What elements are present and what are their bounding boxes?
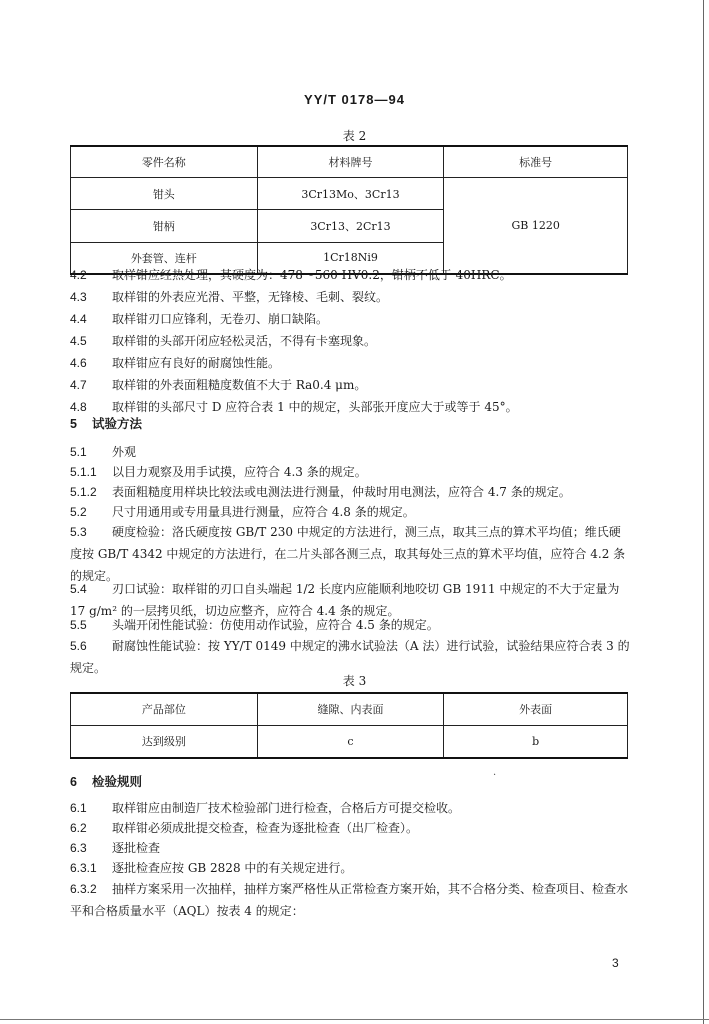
clause-4-6 xyxy=(70,352,630,374)
clause-5-2 xyxy=(70,501,630,523)
table2-cell-part: 钳头 xyxy=(71,178,258,210)
table2-cell-standard: GB 1220 xyxy=(444,178,628,274)
clause-6-3-2 xyxy=(70,878,630,922)
scan-speck: · xyxy=(493,770,497,781)
clause-text: 硬度检验：洛氏硬度按 GB/T 230 中规定的方法进行，测三点，取其三点的算术平均值；维氏硬度按 GB/T 4342 中规定的方法进行，在二片头部各测三点，取其每处三点的算术平均值，应符合 4.2 条的规定。 xyxy=(70,525,626,583)
clause-text: 取样钳的头部开闭应轻松灵活，不得有卡塞现象。 xyxy=(112,334,377,348)
clause-6-3 xyxy=(70,837,630,859)
clause-number: 4.3 xyxy=(70,290,87,304)
clause-number: 5.5 xyxy=(70,618,87,632)
clause-number: 6.1 xyxy=(70,801,87,815)
clause-text: 取样钳应由制造厂技术检验部门进行检查，合格后方可提交检收。 xyxy=(112,801,461,815)
clause-4-5 xyxy=(70,330,630,352)
clause-text: 刃口试验：取样钳的刃口自头端起 1/2 长度内应能顺利地咬切 GB 1911 中规定的不大于定量为 17 g/m² 的一层拷贝纸，切边应整齐，应符合 4.4 条的规定。 xyxy=(70,582,620,618)
clause-6-3-1 xyxy=(70,857,630,879)
table3-cell-label: 达到级别 xyxy=(71,725,258,758)
table2-cell-material: 3Cr13、2Cr13 xyxy=(257,210,444,243)
clause-4-8 xyxy=(70,396,630,418)
clause-number: 5.6 xyxy=(70,639,87,653)
table3-header-outer: 外表面 xyxy=(444,693,628,725)
table2-cell-part: 钳柄 xyxy=(71,210,258,243)
clause-5-1-2 xyxy=(70,481,630,503)
clause-text: 尺寸用通用或专用量具进行测量，应符合 4.8 条的规定。 xyxy=(112,505,415,519)
section-number: 5 xyxy=(70,417,77,431)
table3-header-inner: 缝隙、内表面 xyxy=(257,693,444,725)
clause-5-1-1 xyxy=(70,461,630,483)
section-number: 6 xyxy=(70,775,77,789)
clause-6-2 xyxy=(70,817,630,839)
page-number: 3 xyxy=(612,956,619,970)
clause-number: 4.2 xyxy=(70,268,87,282)
clause-number: 5.1 xyxy=(70,445,87,459)
clause-text: 取样钳应经热处理，其硬度为：478～560 HV0.2，钳柄不低于 40HRC。 xyxy=(112,268,512,282)
section-6-heading xyxy=(70,772,142,790)
table2-header-standard: 标准号 xyxy=(444,146,628,178)
clause-4-7 xyxy=(70,374,630,396)
clause-4-3 xyxy=(70,286,630,308)
clause-number: 4.4 xyxy=(70,312,87,326)
table3-cell-inner: c xyxy=(257,725,444,758)
clause-4-2 xyxy=(70,264,630,286)
scan-bottom-line xyxy=(0,1019,709,1020)
clause-5-5 xyxy=(70,614,630,636)
clause-text: 取样钳的头部尺寸 D 应符合表 1 中的规定，头部张开度应大于或等于 45°。 xyxy=(112,400,518,414)
clause-number: 4.8 xyxy=(70,400,87,414)
table2-header-material: 材料牌号 xyxy=(257,146,444,178)
clause-text: 头端开闭性能试验：仿使用动作试验，应符合 4.5 条的规定。 xyxy=(112,618,439,632)
clause-number: 5.2 xyxy=(70,505,87,519)
clause-5-1 xyxy=(70,441,630,463)
clause-text: 逐批检查 xyxy=(112,841,161,855)
table3-caption: 表 3 xyxy=(342,674,367,688)
clause-6-1 xyxy=(70,797,630,819)
table3-header-part: 产品部位 xyxy=(71,693,258,725)
table3 xyxy=(70,692,628,759)
clause-number: 5.3 xyxy=(70,525,87,539)
clause-number: 4.6 xyxy=(70,356,87,370)
clause-text: 外观 xyxy=(112,445,137,459)
section-title: 检验规则 xyxy=(92,774,143,789)
clause-number: 6.3.2 xyxy=(70,882,97,896)
clause-number: 6.3 xyxy=(70,841,87,855)
clause-text: 以目力观察及用手试摸，应符合 4.3 条的规定。 xyxy=(112,465,367,479)
clause-number: 5.1.2 xyxy=(70,485,97,499)
table2-header-part: 零件名称 xyxy=(71,146,258,178)
clause-number: 6.3.1 xyxy=(70,861,97,875)
clause-number: 6.2 xyxy=(70,821,87,835)
clause-text: 取样钳刃口应锋利，无卷刃、崩口缺陷。 xyxy=(112,312,329,326)
section-title: 试验方法 xyxy=(92,416,143,431)
table2 xyxy=(70,145,628,275)
clause-text: 表面粗糙度用样块比较法或电测法进行测量，仲裁时用电测法，应符合 4.7 条的规定。 xyxy=(112,485,571,499)
section-5-heading xyxy=(70,414,142,432)
clause-4-4 xyxy=(70,308,630,330)
table2-caption: 表 2 xyxy=(342,129,367,143)
clause-text: 抽样方案采用一次抽样，抽样方案严格性从正常检查方案开始，其不合格分类、检查项目、检查水平和合格质量水平（AQL）按表 4 的规定： xyxy=(70,882,629,918)
table2-cell-material: 1Cr18Ni9 xyxy=(257,243,444,274)
clause-number: 4.5 xyxy=(70,334,87,348)
page-header: YY/T 0178—94 xyxy=(304,92,405,107)
clause-text: 耐腐蚀性能试验：按 YY/T 0149 中规定的沸水试验法（A 法）进行试验，试验结果应符合表 3 的规定。 xyxy=(70,639,630,675)
scan-edge-line xyxy=(703,0,704,1024)
clause-text: 取样钳应有良好的耐腐蚀性能。 xyxy=(112,356,281,370)
table2-cell-material: 3Cr13Mo、3Cr13 xyxy=(257,178,444,210)
clause-text: 逐批检查应按 GB 2828 中的有关规定进行。 xyxy=(112,861,353,875)
clause-number: 4.7 xyxy=(70,378,87,392)
clause-number: 5.1.1 xyxy=(70,465,97,479)
table3-cell-outer: b xyxy=(444,725,628,758)
table2-cell-part: 外套管、连杆 xyxy=(71,243,258,274)
clause-number: 5.4 xyxy=(70,582,87,596)
clause-text: 取样钳的外表应光滑、平整，无锋棱、毛刺、裂纹。 xyxy=(112,290,389,304)
clause-text: 取样钳必须成批提交检查，检查为逐批检查（出厂检查）。 xyxy=(112,821,419,835)
clause-text: 取样钳的外表面粗糙度数值不大于 Ra0.4 μm。 xyxy=(112,378,367,392)
